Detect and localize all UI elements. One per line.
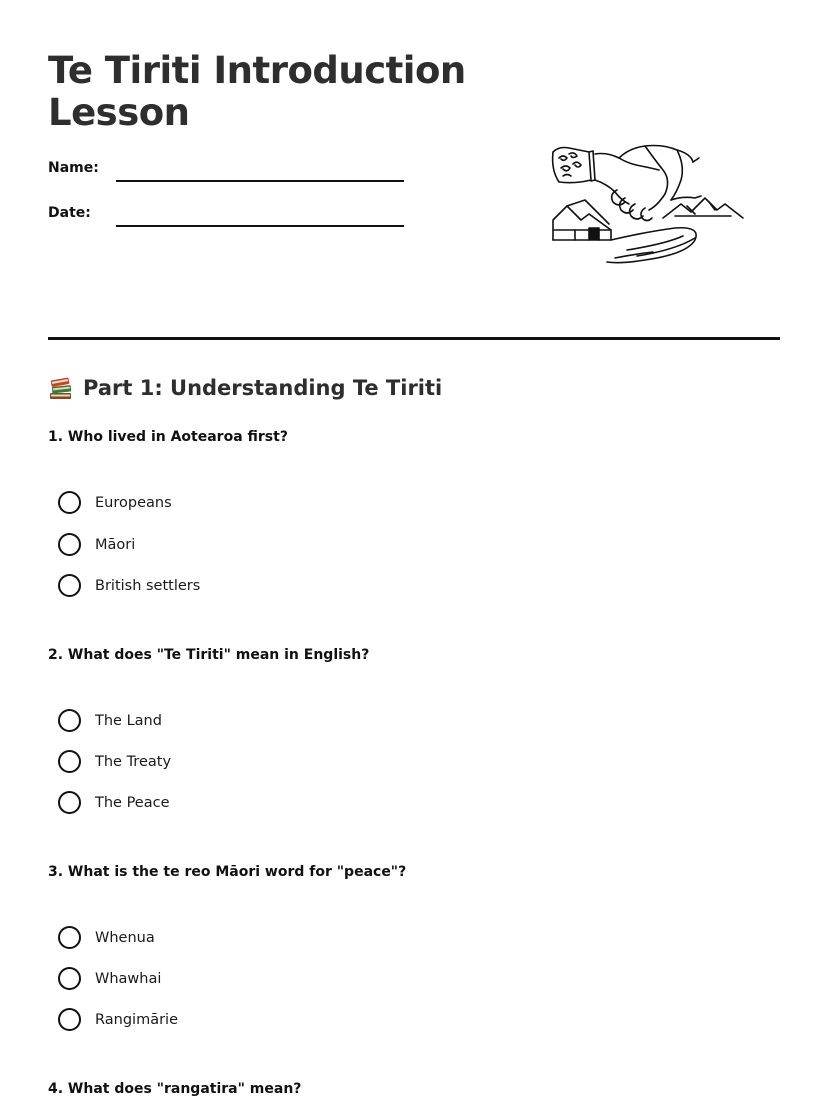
radio-button[interactable] [58, 967, 81, 990]
option-label: The Land [95, 712, 162, 729]
question-3: 3. What is the te reo Māori word for "peace"? [48, 864, 407, 880]
q1-option-maori[interactable] [58, 533, 135, 556]
q2-option-the-treaty[interactable] [58, 750, 171, 773]
section-divider [48, 337, 780, 340]
radio-button[interactable] [58, 533, 81, 556]
q3-option-whenua[interactable] [58, 926, 155, 949]
question-4: 4. What does "rangatira" mean? [48, 1081, 302, 1097]
part1-heading-text: Part 1: Understanding Te Tiriti [83, 376, 443, 400]
q1-option-europeans[interactable] [58, 491, 172, 514]
name-label: Name: [48, 160, 99, 176]
q3-option-whawhai[interactable] [58, 967, 161, 990]
radio-button[interactable] [58, 574, 81, 597]
radio-button[interactable] [58, 791, 81, 814]
date-field-line[interactable] [116, 225, 404, 227]
option-label: The Treaty [95, 753, 172, 770]
date-label: Date: [48, 205, 91, 221]
question-2: 2. What does "Te Tiriti" mean in English? [48, 647, 370, 663]
q1-option-british-settlers[interactable] [58, 574, 200, 597]
option-label: Māori [95, 536, 136, 553]
option-label: Europeans [95, 494, 172, 511]
question-1: 1. Who lived in Aotearoa first? [48, 429, 288, 445]
option-label: Whenua [95, 929, 155, 946]
part1-heading [48, 375, 442, 401]
option-label: British settlers [95, 577, 201, 594]
radio-button[interactable] [58, 1008, 81, 1031]
radio-button[interactable] [58, 926, 81, 949]
books-icon [48, 375, 74, 401]
radio-button[interactable] [58, 709, 81, 732]
option-label: Rangimārie [95, 1011, 178, 1028]
option-label: Whawhai [95, 970, 162, 987]
option-label: The Peace [95, 794, 170, 811]
q3-option-rangimarie[interactable] [58, 1008, 178, 1031]
name-field-line[interactable] [116, 180, 404, 182]
handshake-treaty-illustration-icon [545, 140, 750, 265]
page-title: Te Tiriti Introduction Lesson [48, 49, 466, 134]
radio-button[interactable] [58, 750, 81, 773]
q2-option-the-peace[interactable] [58, 791, 170, 814]
q2-option-the-land[interactable] [58, 709, 162, 732]
radio-button[interactable] [58, 491, 81, 514]
